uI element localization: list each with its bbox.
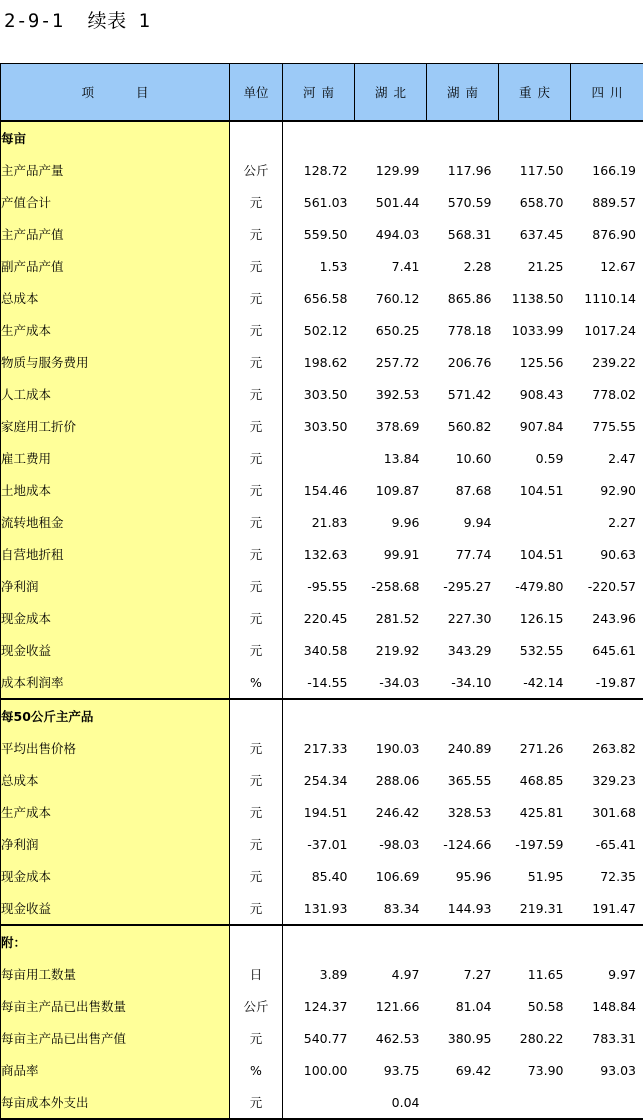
cell-value: 92.90 bbox=[571, 474, 643, 506]
cell-value bbox=[283, 121, 355, 154]
cell-value: 571.42 bbox=[427, 378, 499, 410]
cell-value bbox=[355, 121, 427, 154]
row-label: 每亩成本外支出 bbox=[1, 1086, 230, 1119]
table-row bbox=[1, 121, 643, 154]
cell-value: 73.90 bbox=[499, 1054, 571, 1086]
cell-value: 501.44 bbox=[355, 186, 427, 218]
cell-value: -19.87 bbox=[571, 666, 643, 699]
cell-value: 1138.50 bbox=[499, 282, 571, 314]
cell-value: 10.60 bbox=[427, 442, 499, 474]
cell-value: 650.25 bbox=[355, 314, 427, 346]
data-table bbox=[0, 63, 643, 1120]
cell-value: 3.89 bbox=[283, 958, 355, 990]
cell-value: 760.12 bbox=[355, 282, 427, 314]
cell-value: 227.30 bbox=[427, 602, 499, 634]
cell-value: -42.14 bbox=[499, 666, 571, 699]
row-label: 每亩 bbox=[1, 121, 230, 154]
row-label: 主产品产量 bbox=[1, 154, 230, 186]
cell-value: 637.45 bbox=[499, 218, 571, 250]
row-label: 每亩用工数量 bbox=[1, 958, 230, 990]
cell-value: 219.92 bbox=[355, 634, 427, 666]
table-row bbox=[1, 602, 643, 634]
table-row bbox=[1, 925, 643, 958]
cell-value: 206.76 bbox=[427, 346, 499, 378]
header-row bbox=[1, 64, 643, 122]
cell-value: 144.93 bbox=[427, 892, 499, 925]
row-unit bbox=[230, 699, 283, 732]
cell-value: -34.10 bbox=[427, 666, 499, 699]
cell-value bbox=[283, 699, 355, 732]
cell-value bbox=[571, 1086, 643, 1119]
cell-value: 100.00 bbox=[283, 1054, 355, 1086]
table-body bbox=[1, 121, 643, 1119]
row-unit: 元 bbox=[230, 346, 283, 378]
table-row bbox=[1, 860, 643, 892]
cell-value: 570.59 bbox=[427, 186, 499, 218]
cell-value: 908.43 bbox=[499, 378, 571, 410]
cell-value: 104.51 bbox=[499, 474, 571, 506]
row-label: 商品率 bbox=[1, 1054, 230, 1086]
table-row bbox=[1, 1054, 643, 1086]
row-unit: 日 bbox=[230, 958, 283, 990]
row-unit: 元 bbox=[230, 764, 283, 796]
cell-value: 90.63 bbox=[571, 538, 643, 570]
cell-value: 494.03 bbox=[355, 218, 427, 250]
cell-value: 425.81 bbox=[499, 796, 571, 828]
cell-value: 109.87 bbox=[355, 474, 427, 506]
row-unit bbox=[230, 925, 283, 958]
cell-value: -95.55 bbox=[283, 570, 355, 602]
cell-value: 240.89 bbox=[427, 732, 499, 764]
cell-value bbox=[427, 121, 499, 154]
header-hunan: 湖南 bbox=[427, 64, 499, 122]
cell-value bbox=[355, 699, 427, 732]
cell-value: 340.58 bbox=[283, 634, 355, 666]
row-unit: 元 bbox=[230, 314, 283, 346]
row-unit: 元 bbox=[230, 634, 283, 666]
cell-value bbox=[283, 1086, 355, 1119]
cell-value: 865.86 bbox=[427, 282, 499, 314]
cell-value: 1.53 bbox=[283, 250, 355, 282]
cell-value: 239.22 bbox=[571, 346, 643, 378]
table-row bbox=[1, 699, 643, 732]
cell-value: 502.12 bbox=[283, 314, 355, 346]
cell-value bbox=[283, 442, 355, 474]
row-unit: 元 bbox=[230, 892, 283, 925]
table-row bbox=[1, 378, 643, 410]
cell-value: 77.74 bbox=[427, 538, 499, 570]
cell-value bbox=[499, 506, 571, 538]
table-row bbox=[1, 1022, 643, 1054]
row-label: 生产成本 bbox=[1, 314, 230, 346]
cell-value: 198.62 bbox=[283, 346, 355, 378]
row-unit: 元 bbox=[230, 732, 283, 764]
cell-value: 11.65 bbox=[499, 958, 571, 990]
row-label: 副产品产值 bbox=[1, 250, 230, 282]
cell-value bbox=[499, 699, 571, 732]
cell-value: 254.34 bbox=[283, 764, 355, 796]
table-row bbox=[1, 442, 643, 474]
row-unit bbox=[230, 121, 283, 154]
row-unit: 公斤 bbox=[230, 990, 283, 1022]
table-row bbox=[1, 506, 643, 538]
cell-value: 365.55 bbox=[427, 764, 499, 796]
table-row bbox=[1, 474, 643, 506]
row-unit: 公斤 bbox=[230, 154, 283, 186]
cell-value: 131.93 bbox=[283, 892, 355, 925]
row-label: 物质与服务费用 bbox=[1, 346, 230, 378]
cell-value: -34.03 bbox=[355, 666, 427, 699]
cell-value: 246.42 bbox=[355, 796, 427, 828]
cell-value: -14.55 bbox=[283, 666, 355, 699]
row-unit: % bbox=[230, 1054, 283, 1086]
cell-value: 117.96 bbox=[427, 154, 499, 186]
row-label: 附： bbox=[1, 925, 230, 958]
table-row bbox=[1, 314, 643, 346]
row-label: 净利润 bbox=[1, 828, 230, 860]
page-title: 2-9-1 续表 1 bbox=[4, 6, 150, 33]
row-label: 每亩主产品已出售数量 bbox=[1, 990, 230, 1022]
row-label: 每亩主产品已出售产值 bbox=[1, 1022, 230, 1054]
cell-value: 775.55 bbox=[571, 410, 643, 442]
cell-value: 2.47 bbox=[571, 442, 643, 474]
table-row bbox=[1, 796, 643, 828]
row-label: 家庭用工折价 bbox=[1, 410, 230, 442]
cell-value: 166.19 bbox=[571, 154, 643, 186]
row-label: 产值合计 bbox=[1, 186, 230, 218]
cell-value: 126.15 bbox=[499, 602, 571, 634]
cell-value: 288.06 bbox=[355, 764, 427, 796]
cell-value: 343.29 bbox=[427, 634, 499, 666]
cell-value: 4.97 bbox=[355, 958, 427, 990]
cell-value: 2.27 bbox=[571, 506, 643, 538]
table-row bbox=[1, 250, 643, 282]
cell-value bbox=[427, 925, 499, 958]
cell-value: 132.63 bbox=[283, 538, 355, 570]
cell-value: 81.04 bbox=[427, 990, 499, 1022]
cell-value: 128.72 bbox=[283, 154, 355, 186]
cell-value bbox=[571, 121, 643, 154]
cell-value: 303.50 bbox=[283, 378, 355, 410]
row-label: 总成本 bbox=[1, 282, 230, 314]
cell-value: 72.35 bbox=[571, 860, 643, 892]
row-label: 每50公斤主产品 bbox=[1, 699, 230, 732]
row-label: 自营地折租 bbox=[1, 538, 230, 570]
cell-value: 2.28 bbox=[427, 250, 499, 282]
row-unit: 元 bbox=[230, 860, 283, 892]
cell-value: -98.03 bbox=[355, 828, 427, 860]
cell-value: 303.50 bbox=[283, 410, 355, 442]
row-unit: 元 bbox=[230, 186, 283, 218]
row-label: 主产品产值 bbox=[1, 218, 230, 250]
header-chongqing: 重庆 bbox=[499, 64, 571, 122]
table-row bbox=[1, 732, 643, 764]
table-row bbox=[1, 958, 643, 990]
cell-value: 1110.14 bbox=[571, 282, 643, 314]
row-unit: 元 bbox=[230, 1086, 283, 1119]
row-unit: 元 bbox=[230, 410, 283, 442]
cell-value: 106.69 bbox=[355, 860, 427, 892]
row-unit: 元 bbox=[230, 828, 283, 860]
cell-value: 124.37 bbox=[283, 990, 355, 1022]
cell-value: 462.53 bbox=[355, 1022, 427, 1054]
row-label: 流转地租金 bbox=[1, 506, 230, 538]
table-row bbox=[1, 282, 643, 314]
cell-value: 154.46 bbox=[283, 474, 355, 506]
cell-value: 121.66 bbox=[355, 990, 427, 1022]
cell-value: 191.47 bbox=[571, 892, 643, 925]
cell-value: 329.23 bbox=[571, 764, 643, 796]
cell-value: 378.69 bbox=[355, 410, 427, 442]
cell-value: 1017.24 bbox=[571, 314, 643, 346]
cell-value: 560.82 bbox=[427, 410, 499, 442]
cell-value bbox=[499, 925, 571, 958]
cell-value: 532.55 bbox=[499, 634, 571, 666]
cell-value: 7.27 bbox=[427, 958, 499, 990]
cell-value: 104.51 bbox=[499, 538, 571, 570]
cell-value: 540.77 bbox=[283, 1022, 355, 1054]
cell-value: 243.96 bbox=[571, 602, 643, 634]
cell-value: 271.26 bbox=[499, 732, 571, 764]
row-label: 现金成本 bbox=[1, 602, 230, 634]
header-sichuan: 四川 bbox=[571, 64, 643, 122]
table-row bbox=[1, 154, 643, 186]
cell-value: 559.50 bbox=[283, 218, 355, 250]
table-row bbox=[1, 570, 643, 602]
cell-value: 645.61 bbox=[571, 634, 643, 666]
table-row bbox=[1, 1086, 643, 1119]
cell-value bbox=[283, 925, 355, 958]
cell-value bbox=[499, 121, 571, 154]
cell-value: 129.99 bbox=[355, 154, 427, 186]
cell-value: 87.68 bbox=[427, 474, 499, 506]
cell-value bbox=[499, 1086, 571, 1119]
cell-value: 21.83 bbox=[283, 506, 355, 538]
cell-value: 380.95 bbox=[427, 1022, 499, 1054]
table-row bbox=[1, 666, 643, 699]
cell-value bbox=[571, 925, 643, 958]
cell-value bbox=[427, 1086, 499, 1119]
cell-value: 9.96 bbox=[355, 506, 427, 538]
cell-value: -197.59 bbox=[499, 828, 571, 860]
cell-value: 93.03 bbox=[571, 1054, 643, 1086]
row-unit: 元 bbox=[230, 1022, 283, 1054]
cell-value: 50.58 bbox=[499, 990, 571, 1022]
cell-value: 876.90 bbox=[571, 218, 643, 250]
table-row bbox=[1, 990, 643, 1022]
cell-value: -124.66 bbox=[427, 828, 499, 860]
table-row bbox=[1, 764, 643, 796]
row-unit: 元 bbox=[230, 442, 283, 474]
cell-value: 656.58 bbox=[283, 282, 355, 314]
row-unit: 元 bbox=[230, 474, 283, 506]
cell-value bbox=[571, 699, 643, 732]
row-unit: 元 bbox=[230, 796, 283, 828]
cell-value: 778.02 bbox=[571, 378, 643, 410]
cell-value: 281.52 bbox=[355, 602, 427, 634]
cell-value: 392.53 bbox=[355, 378, 427, 410]
table-row bbox=[1, 634, 643, 666]
cell-value bbox=[427, 699, 499, 732]
cell-value: 263.82 bbox=[571, 732, 643, 764]
cell-value: 9.94 bbox=[427, 506, 499, 538]
row-label: 人工成本 bbox=[1, 378, 230, 410]
row-unit: 元 bbox=[230, 538, 283, 570]
table-row bbox=[1, 410, 643, 442]
row-label: 现金成本 bbox=[1, 860, 230, 892]
row-unit: 元 bbox=[230, 250, 283, 282]
cell-value: 117.50 bbox=[499, 154, 571, 186]
cell-value: 51.95 bbox=[499, 860, 571, 892]
cell-value: 95.96 bbox=[427, 860, 499, 892]
row-unit: 元 bbox=[230, 570, 283, 602]
row-unit: 元 bbox=[230, 218, 283, 250]
table-row bbox=[1, 218, 643, 250]
row-label: 生产成本 bbox=[1, 796, 230, 828]
row-label: 成本利润率 bbox=[1, 666, 230, 699]
cell-value: 778.18 bbox=[427, 314, 499, 346]
cell-value: -295.27 bbox=[427, 570, 499, 602]
cell-value: 889.57 bbox=[571, 186, 643, 218]
cell-value: 219.31 bbox=[499, 892, 571, 925]
cell-value: 0.59 bbox=[499, 442, 571, 474]
row-label: 平均出售价格 bbox=[1, 732, 230, 764]
cell-value: 83.34 bbox=[355, 892, 427, 925]
cell-value: 7.41 bbox=[355, 250, 427, 282]
cell-value: 13.84 bbox=[355, 442, 427, 474]
cell-value: -258.68 bbox=[355, 570, 427, 602]
cell-value: 190.03 bbox=[355, 732, 427, 764]
cell-value: 280.22 bbox=[499, 1022, 571, 1054]
header-unit: 单位 bbox=[230, 64, 283, 122]
row-unit: 元 bbox=[230, 602, 283, 634]
row-label: 现金收益 bbox=[1, 634, 230, 666]
cell-value bbox=[355, 925, 427, 958]
cell-value: -37.01 bbox=[283, 828, 355, 860]
table-row bbox=[1, 186, 643, 218]
cell-value: 21.25 bbox=[499, 250, 571, 282]
cell-value: 907.84 bbox=[499, 410, 571, 442]
row-label: 现金收益 bbox=[1, 892, 230, 925]
row-label: 土地成本 bbox=[1, 474, 230, 506]
table-row bbox=[1, 346, 643, 378]
cell-value: 0.04 bbox=[355, 1086, 427, 1119]
cell-value: 301.68 bbox=[571, 796, 643, 828]
cell-value: 85.40 bbox=[283, 860, 355, 892]
cell-value: 658.70 bbox=[499, 186, 571, 218]
cell-value: 99.91 bbox=[355, 538, 427, 570]
cell-value: 12.67 bbox=[571, 250, 643, 282]
header-item: 项目 bbox=[1, 64, 230, 122]
cell-value: 93.75 bbox=[355, 1054, 427, 1086]
cell-value: 783.31 bbox=[571, 1022, 643, 1054]
cell-value: 328.53 bbox=[427, 796, 499, 828]
cell-value: -479.80 bbox=[499, 570, 571, 602]
cell-value: 194.51 bbox=[283, 796, 355, 828]
row-label: 总成本 bbox=[1, 764, 230, 796]
cell-value: 125.56 bbox=[499, 346, 571, 378]
table-row bbox=[1, 892, 643, 925]
cell-value: 9.97 bbox=[571, 958, 643, 990]
cell-value: 468.85 bbox=[499, 764, 571, 796]
row-unit: 元 bbox=[230, 282, 283, 314]
cell-value: 69.42 bbox=[427, 1054, 499, 1086]
row-unit: % bbox=[230, 666, 283, 699]
cell-value: -220.57 bbox=[571, 570, 643, 602]
cell-value: 257.72 bbox=[355, 346, 427, 378]
header-henan: 河南 bbox=[283, 64, 355, 122]
cell-value: -65.41 bbox=[571, 828, 643, 860]
cell-value: 217.33 bbox=[283, 732, 355, 764]
cell-value: 148.84 bbox=[571, 990, 643, 1022]
cell-value: 568.31 bbox=[427, 218, 499, 250]
table-row bbox=[1, 828, 643, 860]
cell-value: 1033.99 bbox=[499, 314, 571, 346]
table-row bbox=[1, 538, 643, 570]
cell-value: 561.03 bbox=[283, 186, 355, 218]
row-unit: 元 bbox=[230, 506, 283, 538]
row-label: 雇工费用 bbox=[1, 442, 230, 474]
cell-value: 220.45 bbox=[283, 602, 355, 634]
row-unit: 元 bbox=[230, 378, 283, 410]
header-hubei: 湖北 bbox=[355, 64, 427, 122]
row-label: 净利润 bbox=[1, 570, 230, 602]
